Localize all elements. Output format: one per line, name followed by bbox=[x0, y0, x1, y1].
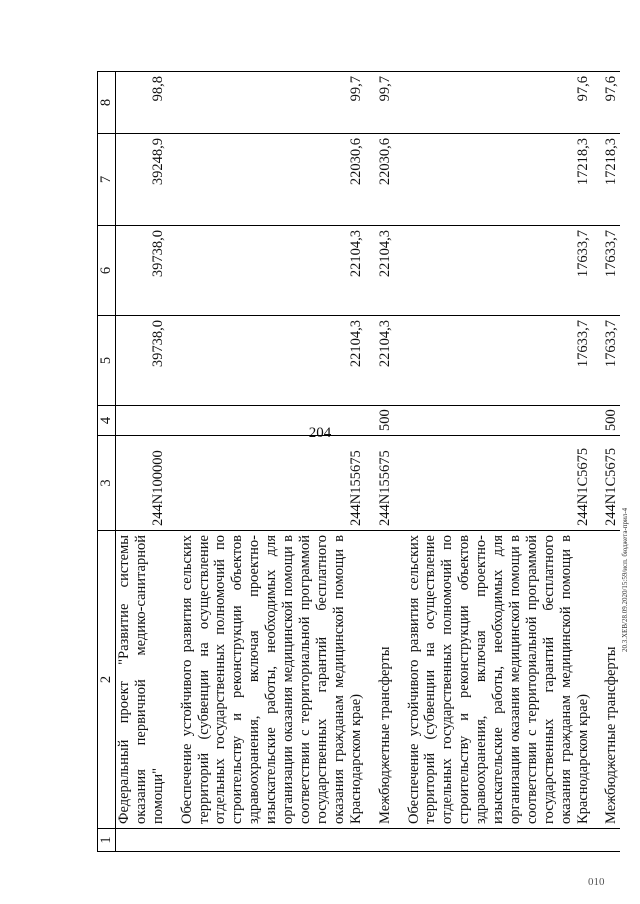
row-value: 98,8 bbox=[115, 72, 166, 134]
page-number: 204 bbox=[308, 425, 332, 441]
row-value: 22104,3 bbox=[377, 316, 394, 406]
row-value: 99,7 bbox=[377, 72, 394, 134]
col-header: 2 bbox=[98, 531, 116, 829]
row-name: Межбюджетные трансферты bbox=[603, 531, 620, 829]
row-value: 22030,6 bbox=[377, 134, 394, 226]
row-name: Межбюджетные трансферты bbox=[377, 531, 394, 829]
col-header: 7 bbox=[98, 134, 116, 226]
col-header: 5 bbox=[98, 316, 116, 406]
row-value: 17633,7 bbox=[406, 226, 592, 316]
row-value: 97,6 bbox=[406, 72, 592, 134]
row-value: 17218,3 bbox=[406, 134, 592, 226]
row-code: 244N1C5675 bbox=[603, 436, 620, 531]
table-row bbox=[377, 72, 394, 852]
table-row bbox=[603, 72, 620, 852]
table-row bbox=[115, 72, 166, 852]
row-value: 17633,7 bbox=[603, 316, 620, 406]
row-value: 22104,3 bbox=[179, 316, 365, 406]
corner-mark: 010 bbox=[588, 876, 605, 888]
row-value: 22104,3 bbox=[179, 226, 365, 316]
row-name: Федеральный проект "Развитие системы оказания первичной медико-санитарной помощи" bbox=[115, 531, 166, 829]
col-header: 1 bbox=[98, 829, 116, 852]
col-header: 6 bbox=[98, 226, 116, 316]
row-value: 99,7 bbox=[179, 72, 365, 134]
table-row bbox=[406, 72, 592, 852]
row-value: 97,6 bbox=[603, 72, 620, 134]
row-name: Обеспечение устойчивого развития сельских территорий (субвенции на осуществление отдельных государственных полномочий по строительству и реконструкции объектов здравоохранения, включая проектно-изыскательские работы, необходимых для организации оказания медицинской помощи в соответствии с территориальной программой государственных гарантий бесплатного оказания гражданам медицинской помощи в Краснодарском крае) bbox=[406, 531, 592, 829]
row-value: 39738,0 bbox=[115, 316, 166, 406]
row-vr bbox=[406, 406, 592, 436]
row-value: 22104,3 bbox=[377, 226, 394, 316]
row-value: 17218,3 bbox=[603, 134, 620, 226]
col-header: 8 bbox=[98, 72, 116, 134]
row-value: 17633,7 bbox=[406, 316, 592, 406]
row-code: 244N1C5675 bbox=[406, 436, 592, 531]
file-stamp: 20.3.ХЕВ/28.09.2020/15:59/исп. бюджета-прил-4 bbox=[621, 507, 629, 652]
table-row bbox=[179, 72, 365, 852]
rotated-table-area bbox=[97, 72, 620, 852]
row-vr: 500 bbox=[377, 406, 394, 436]
row-code: 244N100000 bbox=[115, 436, 166, 531]
row-value: 39248,9 bbox=[115, 134, 166, 226]
col-header: 3 bbox=[98, 436, 116, 531]
row-vr: 500 bbox=[603, 406, 620, 436]
row-name: Обеспечение устойчивого развития сельских территорий (субвенции на осуществление отдельных государственных полномочий по строительству и реконструкции объектов здравоохранения, включая проектно-изыскательские работы, необходимых для организации оказания медицинской помощи в соответствии с территориальной программой государственных гарантий бесплатного оказания гражданам медицинской помощи в Краснодарском крае) bbox=[179, 531, 365, 829]
row-vr bbox=[179, 406, 365, 436]
row-value: 17633,7 bbox=[603, 226, 620, 316]
row-code: 244N155675 bbox=[377, 436, 394, 531]
col-header: 4 bbox=[98, 406, 116, 436]
row-code: 244N155675 bbox=[179, 436, 365, 531]
row-vr bbox=[115, 406, 166, 436]
budget-table bbox=[97, 71, 620, 852]
header-row bbox=[98, 72, 116, 852]
row-value: 22030,6 bbox=[179, 134, 365, 226]
row-value: 39738,0 bbox=[115, 226, 166, 316]
